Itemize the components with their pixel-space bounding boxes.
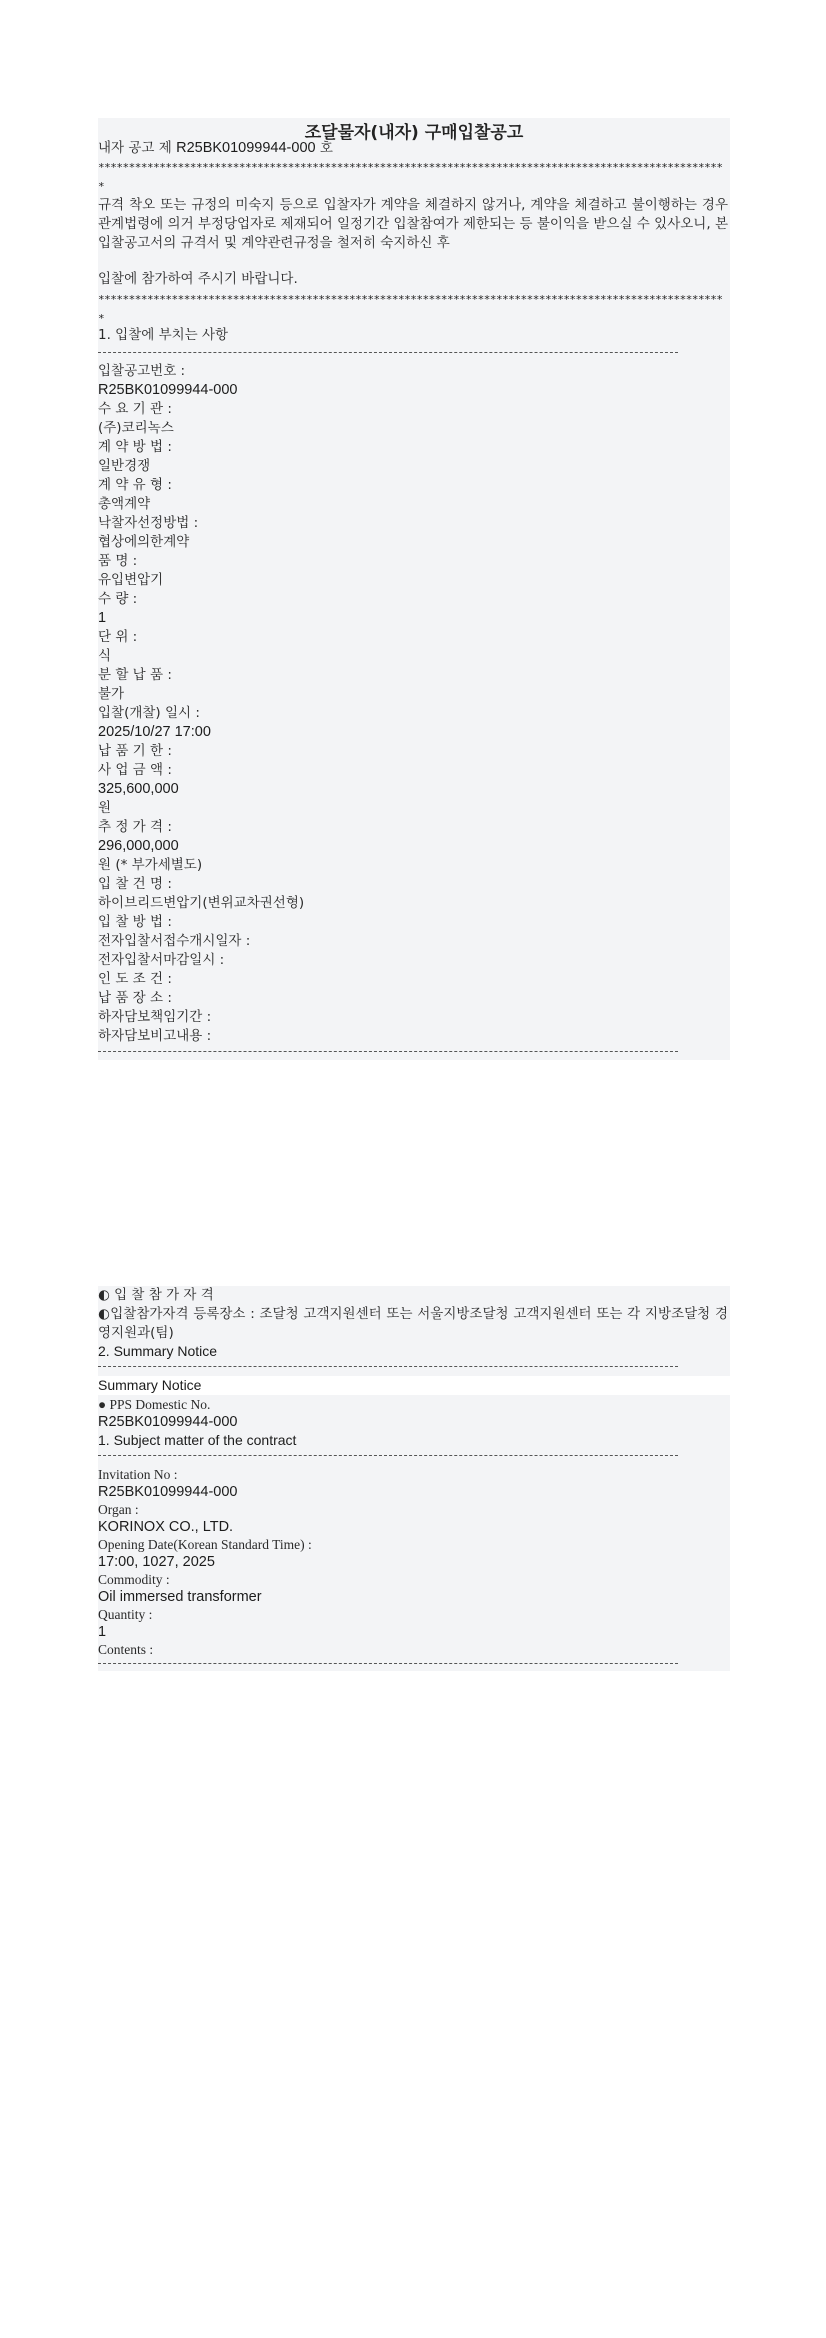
divider xyxy=(98,1366,678,1367)
stars-divider-bottom: ******************************************************************************************************* xyxy=(98,293,723,325)
pps-label: ● PPS Domestic No. xyxy=(98,1397,211,1412)
item-label: Commodity : xyxy=(98,1572,170,1587)
field-label: 단 위 : xyxy=(98,629,138,645)
item-value: 1 xyxy=(98,1624,107,1640)
field-label: 계 약 방 법 : xyxy=(98,439,172,455)
notice-number-line xyxy=(98,140,333,157)
divider xyxy=(98,352,678,353)
pps-block xyxy=(98,1395,730,1449)
field-label: 수 량 : xyxy=(98,591,138,607)
section2-heading: 2. Summary Notice xyxy=(98,1343,218,1359)
pps-value: R25BK01099944-000 xyxy=(98,1414,238,1430)
field-label: 품 명 : xyxy=(98,553,138,569)
section1-heading: 1. 입찰에 부치는 사항 xyxy=(98,327,229,343)
summary-title: Summary Notice xyxy=(98,1377,202,1393)
warning-text-end: 입찰에 참가하여 주시기 바랍니다. xyxy=(98,271,298,287)
field-value: R25BK01099944-000 xyxy=(98,382,238,398)
notice-block xyxy=(98,118,730,1060)
qualification-heading: ◐ 입 찰 참 가 자 격 xyxy=(98,1287,214,1303)
field-label: 전자입찰서마감일시 : xyxy=(98,952,225,968)
field-label: 입 찰 건 명 : xyxy=(98,876,172,892)
item-label: Contents : xyxy=(98,1642,154,1657)
field-label: 사 업 금 액 : xyxy=(98,762,172,778)
stars-divider-top: ******************************************************************************************************* xyxy=(98,161,723,193)
field-label: 추 정 가 격 : xyxy=(98,819,172,835)
field-value: 불가 xyxy=(98,686,125,702)
field-value: 하이브리드변압기(변위교차권선형) xyxy=(98,895,305,911)
field-label: 낙찰자선정방법 : xyxy=(98,515,199,531)
field-label: 입 찰 방 법 : xyxy=(98,914,172,930)
qualification-text: ◐입찰참가자격 등록장소 : 조달청 고객지원센터 또는 서울지방조달청 고객지원센터 또는 각 지방조달청 경영지원과(팀) xyxy=(98,1306,728,1341)
subject-block xyxy=(98,1449,730,1671)
field-value: 유입변압기 xyxy=(98,572,164,588)
field-value: 325,600,000 xyxy=(98,781,179,797)
field-value: 2025/10/27 17:00 xyxy=(98,724,211,740)
notice-number: R25BK01099944-000 xyxy=(176,140,316,156)
field-label: 계 약 유 형 : xyxy=(98,477,172,493)
subject-heading: 1. Subject matter of the contract xyxy=(98,1432,297,1448)
item-label: Organ : xyxy=(98,1502,139,1517)
divider xyxy=(98,1663,678,1664)
field-value: (주)코리녹스 xyxy=(98,420,174,436)
field-label: 하자담보비고내용 : xyxy=(98,1028,212,1044)
field-value: 협상에의한계약 xyxy=(98,534,190,550)
field-label: 납 품 기 한 : xyxy=(98,743,172,759)
item-value: R25BK01099944-000 xyxy=(98,1484,238,1500)
field-value: 식 xyxy=(98,648,112,664)
field-label: 입찰(개찰) 일시 : xyxy=(98,705,200,721)
field-value: 총액계약 xyxy=(98,496,151,512)
item-value: Oil immersed transformer xyxy=(98,1589,262,1605)
item-value: KORINOX CO., LTD. xyxy=(98,1519,234,1535)
field-unit: 원 (* 부가세별도) xyxy=(98,857,203,873)
field-label: 하자담보책임기간 : xyxy=(98,1009,212,1025)
item-label: Invitation No : xyxy=(98,1467,178,1482)
field-value: 296,000,000 xyxy=(98,838,179,854)
item-label: Quantity : xyxy=(98,1607,153,1622)
field-unit: 원 xyxy=(98,800,112,816)
divider xyxy=(98,1455,678,1456)
field-label: 납 품 장 소 : xyxy=(98,990,172,1006)
field-value: 1 xyxy=(98,610,107,626)
page-title: 조달물자(내자) 구매입찰공고 xyxy=(304,123,524,143)
field-label: 전자입찰서접수개시일자 : xyxy=(98,933,251,949)
qualification-block xyxy=(98,1286,730,1386)
field-label: 입찰공고번호 : xyxy=(98,363,186,379)
field-label: 인 도 조 건 : xyxy=(98,971,172,987)
summary-block xyxy=(98,1376,730,1394)
field-label: 수 요 기 관 : xyxy=(98,401,172,417)
warning-text: 규격 착오 또는 규정의 미숙지 등으로 입찰자가 계약을 체결하지 않거나, 계약을 체결하고 불이행하는 경우 관계법령에 의거 부정당업자로 제재되어 일정기간 입찰참여가 제한되는 등 불이익을 받으실 수 있사오니, 본 입찰공고서의 규격서 및 계약관련규정을 철저히 숙지하신 후 xyxy=(98,197,728,251)
field-label: 분 할 납 품 : xyxy=(98,667,172,683)
notice-suffix: 호 xyxy=(319,140,333,156)
item-label: Opening Date(Korean Standard Time) : xyxy=(98,1537,312,1552)
notice-prefix: 내자 공고 제 xyxy=(98,140,172,156)
field-value: 일반경쟁 xyxy=(98,458,151,474)
item-value: 17:00, 1027, 2025 xyxy=(98,1554,215,1570)
divider xyxy=(98,1051,678,1052)
